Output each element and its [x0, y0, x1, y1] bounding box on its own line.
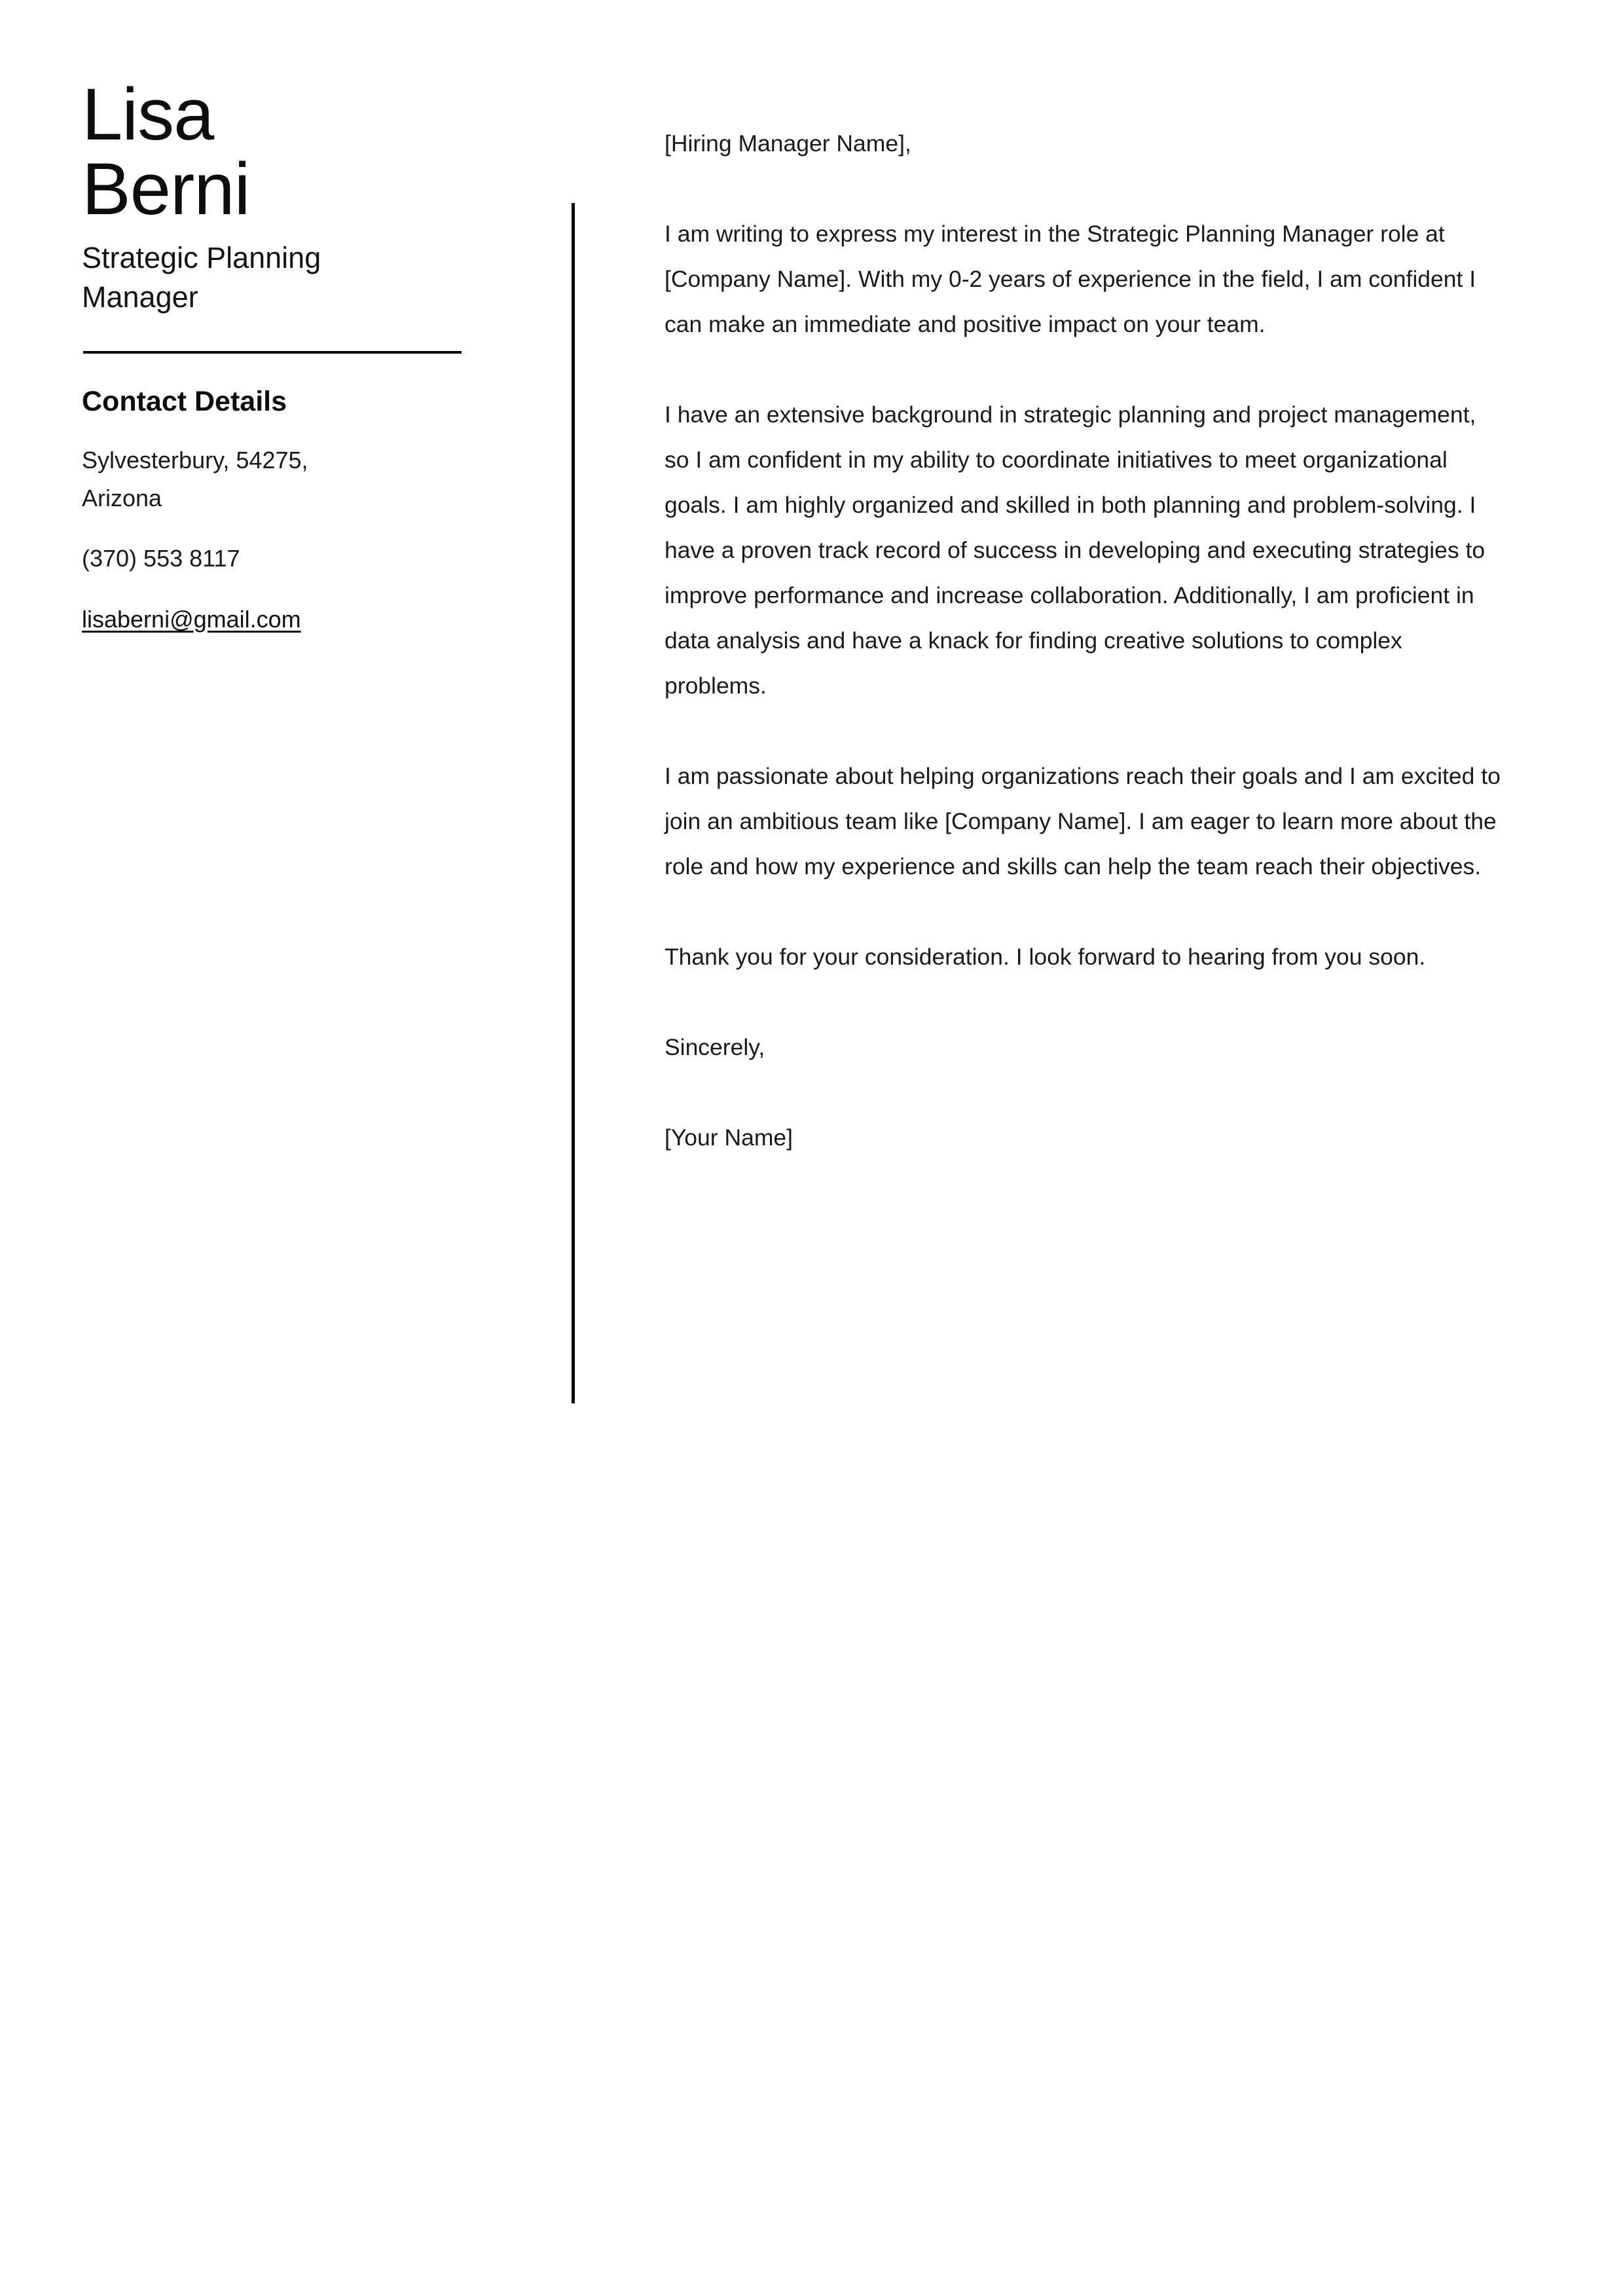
- column-divider-line: [572, 203, 575, 1403]
- candidate-last-name: Berni: [82, 148, 250, 231]
- contact-details-heading: Contact Details: [82, 386, 287, 418]
- sidebar: [82, 73, 475, 639]
- letter-body: [665, 121, 1506, 1160]
- letter-salutation: [Hiring Manager Name],: [665, 130, 911, 157]
- letter-paragraph-3: I am passionate about helping organizations reach their goals and I am excited to join an ambitious team like [Company Name]. I am eager to learn more about the role and how my experience and skills can help the team reach their objectives.: [665, 763, 1501, 880]
- candidate-name: [82, 73, 475, 231]
- letter-paragraph-1: I am writing to express my interest in the Strategic Planning Manager role at [Company Name]. With my 0-2 years of experience in the field, I am confident I can make an immediate and positive impact on your team.: [665, 221, 1476, 337]
- letter-paragraph-2: I have an extensive background in strategic planning and project management, so I am confident in my ability to coordinate initiatives to meet organizational goals. I am highly organized and skilled in both planning and problem-solving. I have a proven track record of success in developing and executing strategies to improve performance and increase collaboration. Additionally, I am proficient in data analysis and have a knack for finding creative solutions to complex problems.: [665, 401, 1486, 699]
- contact-details-list: [82, 441, 475, 639]
- candidate-first-name: Lisa: [82, 73, 214, 155]
- letter-paragraph-4: Thank you for your consideration. I look forward to hearing from you soon.: [665, 944, 1426, 970]
- contact-email-link[interactable]: lisaberni@gmail.com: [82, 605, 301, 633]
- contact-address: Sylvesterbury, 54275, Arizona: [82, 446, 308, 512]
- contact-phone[interactable]: (370) 553 8117: [82, 545, 240, 572]
- letter-closing: Sincerely,: [665, 1034, 765, 1060]
- letter-signature: [Your Name]: [665, 1124, 793, 1151]
- candidate-job-title: Strategic Planning Manager: [82, 241, 321, 314]
- sidebar-divider-rule: [83, 351, 462, 354]
